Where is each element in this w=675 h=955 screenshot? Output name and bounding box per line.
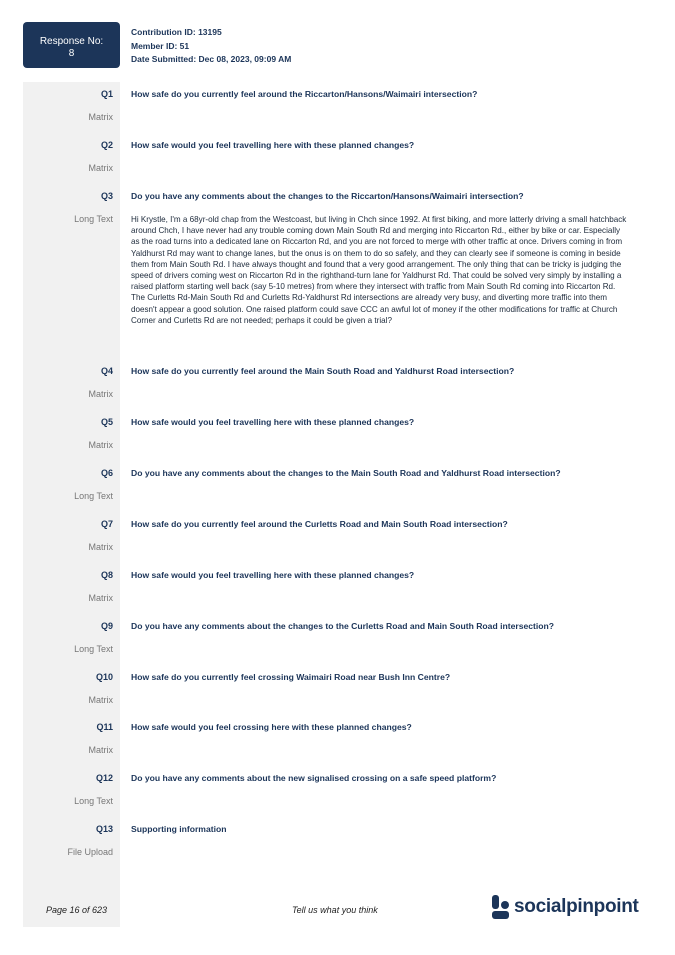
socialpinpoint-logo xyxy=(492,895,639,919)
response-label: Response No: xyxy=(39,36,104,47)
question-text: How safe do you currently feel around the Main South Road and Yaldhurst Road intersection? xyxy=(131,366,515,376)
question-text: How safe would you feel travelling here with these planned changes? xyxy=(131,140,415,150)
question-number: Q12 xyxy=(95,773,113,783)
question-number: Q10 xyxy=(95,672,113,682)
question-type: Long Text xyxy=(74,796,113,806)
question-type: Matrix xyxy=(88,389,113,399)
pinpoint-logo-icon xyxy=(492,895,509,919)
question-text: How safe do you currently feel crossing Waimairi Road near Bush Inn Centre? xyxy=(131,672,451,682)
question-text: How safe do you currently feel around the Curletts Road and Main South Road intersection? xyxy=(131,519,508,529)
date-label: Date Submitted: xyxy=(131,54,197,64)
question-text: Do you have any comments about the new signalised crossing on a safe speed platform? xyxy=(131,773,497,783)
question-type: Matrix xyxy=(88,112,113,122)
question-text: How safe would you feel crossing here with these planned changes? xyxy=(131,722,412,732)
question-number: Q8 xyxy=(100,570,113,580)
question-number: Q13 xyxy=(95,824,113,834)
date-submitted: Dec 08, 2023, 09:09 AM xyxy=(198,54,292,64)
brand-wordmark: socialpinpoint xyxy=(514,896,639,917)
question-text: How safe do you currently feel around the Riccarton/Hansons/Waimairi intersection? xyxy=(131,89,478,99)
response-number: 8 xyxy=(68,48,75,59)
question-text: Do you have any comments about the changes to the Riccarton/Hansons/Waimairi intersection? xyxy=(131,191,524,201)
question-text: Supporting information xyxy=(131,824,227,834)
question-type: Matrix xyxy=(88,542,113,552)
question-text: How safe would you feel travelling here with these planned changes? xyxy=(131,570,415,580)
question-number: Q7 xyxy=(100,519,113,529)
question-type: Matrix xyxy=(88,745,113,755)
response-badge xyxy=(23,22,120,68)
page-number: Page 16 of 623 xyxy=(46,905,108,915)
question-type: Matrix xyxy=(88,440,113,450)
question-number: Q6 xyxy=(100,468,113,478)
member-id: 51 xyxy=(179,40,190,51)
question-number: Q4 xyxy=(100,366,113,376)
question-number: Q3 xyxy=(100,191,113,201)
question-number: Q1 xyxy=(100,89,113,99)
contribution-label: Contribution ID: xyxy=(131,27,196,37)
question-type: Long Text xyxy=(74,214,113,224)
question-type: Matrix xyxy=(88,695,113,705)
contribution-id: 13195 xyxy=(198,27,222,37)
question-number: Q9 xyxy=(100,621,113,631)
question-number: Q2 xyxy=(100,140,113,150)
member-label: Member ID: xyxy=(131,40,178,51)
question-type: Long Text xyxy=(74,491,113,501)
question-type: Long Text xyxy=(74,644,113,654)
question-type: File Upload xyxy=(67,847,113,857)
question-text: How safe would you feel travelling here with these planned changes? xyxy=(131,417,415,427)
footer-tagline: Tell us what you think xyxy=(292,905,378,915)
question-text: Do you have any comments about the changes to the Curletts Road and Main South Road intersection? xyxy=(131,621,555,631)
question-type: Matrix xyxy=(88,163,113,173)
q3-answer: Hi Krystle, I'm a 68yr-old chap from the Westcoast, but living in Chch since 1992. At first biking, and more latterly driving a small hatchback around Chch, I have never had any trouble coming down Main South Rd and merging into Riccarton Rd., either by bike or car. Especially as the road turns into a dedicated lane on Riccarton Rd, and you are not forced to merge with other traffic at once. Drivers coming in from Yaldhurst Rd may want to change lanes, but the onus is on them to do so safely, and they can clearly see if someone is coming in beside them from Main South Rd. I have always thought and found that a very good arrangement. The only thing that can be tricky is judging the speed of drivers coming west on Riccarton Rd in the righthand-turn lane for Yaldhurst Rd. That could be solved very simply by installing a raised platform starting well back (say 5-10 metres) from where they intersect with traffic from Main South Rd coming into Riccarton Rd. The Curletts Rd-Main South Rd and Curletts Rd-Yaldhurst Rd intersections are already very busy, and diverting more traffic into them doesn't appear a good solution. One raised platform could save CCC an awful lot of money if the other modifications for traffic at Church Corner and Curletts Rd are not needed; perhaps it could be given a trial? xyxy=(131,215,627,325)
question-number: Q11 xyxy=(96,722,113,732)
question-text: Do you have any comments about the changes to the Main South Road and Yaldhurst Road intersection? xyxy=(131,468,561,478)
question-type: Matrix xyxy=(88,593,113,603)
submission-meta xyxy=(131,26,291,67)
question-number: Q5 xyxy=(100,417,113,427)
